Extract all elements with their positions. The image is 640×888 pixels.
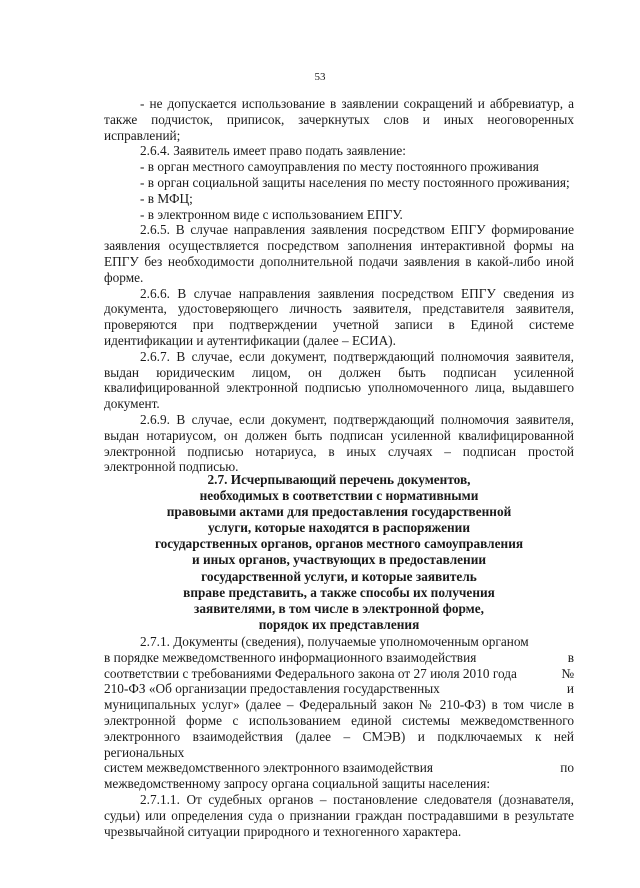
paragraph: - в орган местного самоуправления по месту постоянного проживания [140, 159, 539, 175]
section-2-7-text [104, 634, 574, 839]
paragraph: - не допускается использование в заявлении сокращений и аббревиатур, а также подчисток, приписок, зачеркнутых слов и иных неоговоренных исправлений; [104, 96, 574, 143]
paragraph-2-7-1-split-line [104, 650, 574, 666]
paragraph: 2.6.7. В случае, если документ, подтверждающий полномочия заявителя, выдан юридическим лицом, он должен быть подписан усиленной квалифицированной электронной подписью уполномоченного лица, выдавшего документ. [104, 348, 574, 412]
paragraph: - в орган социальной защиты населения по месту постоянного проживания; [140, 174, 570, 190]
split-line-left: соответствии с требованиями Федерального закона от 27 июля 2010 года [104, 665, 517, 681]
paragraph-2-7-1-first-line: 2.7.1. Документы (сведения), получаемые уполномоченным органом [140, 634, 529, 649]
split-line-right: по [560, 760, 574, 776]
heading-line: государственной услуги, и которые заявитель [201, 568, 477, 584]
heading-line: порядок их представления [258, 616, 420, 632]
heading-line: 2.7. Исчерпывающий перечень документов, [207, 472, 471, 487]
heading-line: необходимых в соответствии с нормативными [199, 488, 479, 504]
split-line-left: в порядке межведомственного информационного взаимодействия [104, 649, 477, 665]
paragraph-2-7-1-split-line [104, 760, 574, 776]
split-line-left: систем межведомственного электронного взаимодействия [104, 760, 433, 776]
paragraph-2-7-1-continued: муниципальных услуг» (далее – Федеральный закон № 210-ФЗ) в том числе в электронной форме с использованием единой системы межведомственного электронного взаимодействия (далее – СМЭВ) и подключаемых к ней региональных [104, 697, 574, 760]
split-line-right: в [567, 649, 574, 665]
page-number: 53 [314, 71, 326, 83]
section-2-7-heading [104, 472, 574, 633]
heading-line: заявителями, в том числе в электронной форме, [194, 600, 484, 616]
paragraph-2-7-1-last-line: межведомственному запросу органа социальной защиты населения: [104, 776, 491, 792]
paragraph: - в электронном виде с использованием ЕПГУ. [140, 206, 403, 222]
paragraph: 2.6.4. Заявитель имеет право подать заявление: [140, 143, 406, 159]
heading-line: государственных органов, органов местного самоуправления [154, 536, 524, 552]
split-line-right: и [566, 681, 574, 697]
heading-line: услуги, которые находятся в распоряжении [207, 520, 470, 536]
section-2-6-text [104, 96, 574, 475]
paragraph: 2.6.5. В случае направления заявления посредством ЕПГУ формирование заявления осуществляется посредством заполнения интерактивной формы на ЕПГУ без необходимости дополнительной подачи заявления в какой-либо иной форме. [104, 222, 574, 285]
split-line-right: № [561, 665, 574, 681]
paragraph-2-7-1-split-line [104, 666, 574, 682]
paragraph: - в МФЦ; [140, 190, 193, 206]
paragraph-2-7-1-split-line [104, 681, 574, 697]
heading-line: вправе представить, а также способы их получения [183, 584, 495, 600]
heading-line: и иных органов, участвующих в предоставлении [191, 552, 487, 568]
paragraph-2-7-1-1: 2.7.1.1. От судебных органов – постановление следователя (дознавателя, судьи) или определения суда о признании граждан пострадавшими в результате чрезвычайной ситуации природного и техногенного характера. [104, 791, 574, 839]
split-line-left: 210-ФЗ «Об организации предоставления государственных [104, 681, 440, 697]
paragraph: 2.6.6. В случае направления заявления посредством ЕПГУ сведения из документа, удостоверяющего личность заявителя, представителя заявителя, проверяются при подтверждении учетной записи в Единой системе идентификации и аутентификации (далее – ЕСИА). [104, 285, 574, 348]
heading-line: правовыми актами для предоставления государственной [166, 504, 512, 520]
paragraph: 2.6.9. В случае, если документ, подтверждающий полномочия заявителя, выдан нотариусом, он должен быть подписан усиленной квалифицированной электронной подписью нотариуса, в иных случаях – подписан простой электронной подписью. [104, 411, 574, 475]
